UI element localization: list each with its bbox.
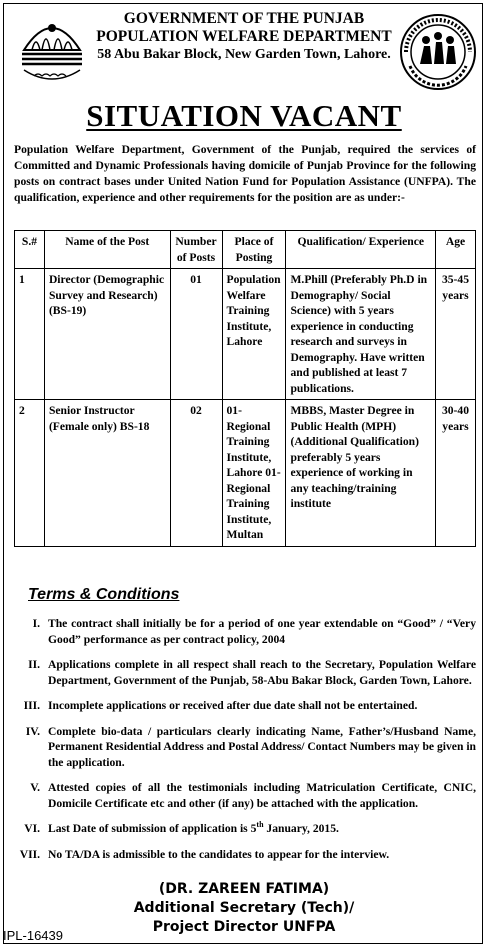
header-place: Place of Posting [222, 231, 286, 269]
header-name: Name of the Post [44, 231, 170, 269]
row-qualification: M.Phill (Preferably Ph.D in Demography/ Social Science) with 5 years experience in conducting research and surveys in Demography. Have written and published at least 7 publications. [286, 269, 436, 400]
ipl-reference: IPL-16439 [3, 928, 63, 943]
term-text: Incomplete applications or received after due date shall not be entertained. [48, 699, 418, 712]
term-number: VI. [24, 822, 40, 835]
row-qualification: MBBS, Master Degree in Public Health (MPH) (Additional Qualification) preferably 5 years experience of working in any teaching/training institute [286, 400, 436, 547]
row-sn: 1 [15, 269, 45, 400]
term-text: No TA/DA is admissible to the candidates to appear for the interview. [48, 847, 390, 861]
term-number: VII. [19, 847, 40, 861]
list-item [14, 780, 476, 811]
posts-table [14, 230, 476, 547]
term-text: Applications complete in all respect shall reach to the Secretary, Population Welfare Department, Government of the Punjab, 58-Abu Bakar Block, Garden Town, Lahore. [48, 658, 476, 687]
term-number: III. [23, 699, 40, 712]
row-number: 02 [170, 400, 222, 547]
list-item [14, 698, 476, 714]
header-sn: S.# [15, 231, 45, 269]
row-age: 35-45 years [435, 269, 475, 400]
term-text: Attested copies of all the testimonials including Matriculation Certificate, CNIC, Domicile Certificate etc and other (if any) be attached with the application. [48, 781, 476, 810]
population-welfare-seal-icon [398, 12, 478, 92]
list-item [14, 847, 476, 863]
term-text: Complete bio-data / particulars clearly indicating Name, Father’s/Husband Name, Permanent Residential Address and Postal Address/ Contact Numbers may be given in the application. [48, 724, 476, 769]
table-row [15, 400, 476, 547]
term-number: V. [30, 781, 40, 794]
signatory-title-1: Additional Secretary (Tech)/ [133, 900, 355, 916]
last-date-text: Last Date of submission of application is 5 [48, 822, 257, 835]
row-name: Director (Demographic Survey and Research) (BS-19) [44, 269, 170, 400]
term-text: The contract shall initially be for a period of one year extendable on “Good” / “Very Good” performance as per contract policy, 2004 [48, 617, 476, 646]
terms-list [14, 616, 476, 872]
row-age: 30-40 years [435, 400, 475, 547]
punjab-emblem-icon [18, 14, 86, 88]
table-header-row [15, 231, 476, 269]
government-line: GOVERNMENT OF THE PUNJAB [123, 10, 365, 27]
intro-paragraph: Population Welfare Department, Government of the Punjab, required the services of Committed and Dynamic Professionals having domicile of Punjab Province for the following posts on contract bases under United Nation Fund for Population Assistance (UNFPA). The qualification, experience and other requirements for the position are as under:- [14, 143, 476, 204]
department-line: POPULATION WELFARE DEPARTMENT [96, 28, 392, 45]
page-title: SITUATION VACANT [86, 98, 402, 133]
address-line: 58 Abu Bakar Block, New Garden Town, Lahore. [97, 47, 391, 62]
term-text [48, 821, 476, 837]
ordinal-suffix: th [256, 820, 264, 830]
list-item [14, 821, 476, 837]
header-number: Number of Posts [170, 231, 222, 269]
term-number: IV. [25, 724, 40, 738]
term-number: II. [28, 658, 40, 671]
table-row [15, 269, 476, 400]
row-sn: 2 [15, 400, 45, 547]
list-item [14, 657, 476, 688]
row-place: Population Welfare Training Institute, Lahore [222, 269, 286, 400]
list-item [14, 616, 476, 647]
row-place: 01-Regional Training Institute, Lahore 01-Regional Training Institute, Multan [222, 400, 286, 547]
header-age: Age [435, 231, 475, 269]
terms-heading: Terms & Conditions [28, 586, 180, 603]
last-date-month: January, 2015. [263, 822, 339, 835]
signature-block [4, 880, 484, 937]
header-text [94, 10, 394, 64]
header [4, 4, 484, 104]
header-qualification: Qualification/ Experience [286, 231, 436, 269]
list-item [14, 724, 476, 771]
row-name: Senior Instructor (Female only) BS-18 [44, 400, 170, 547]
page-frame [3, 3, 483, 944]
term-number: I. [32, 617, 40, 630]
signatory-name: (DR. ZAREEN FATIMA) [158, 881, 330, 897]
row-number: 01 [170, 269, 222, 400]
signatory-title-2: Project Director UNFPA [152, 919, 336, 935]
